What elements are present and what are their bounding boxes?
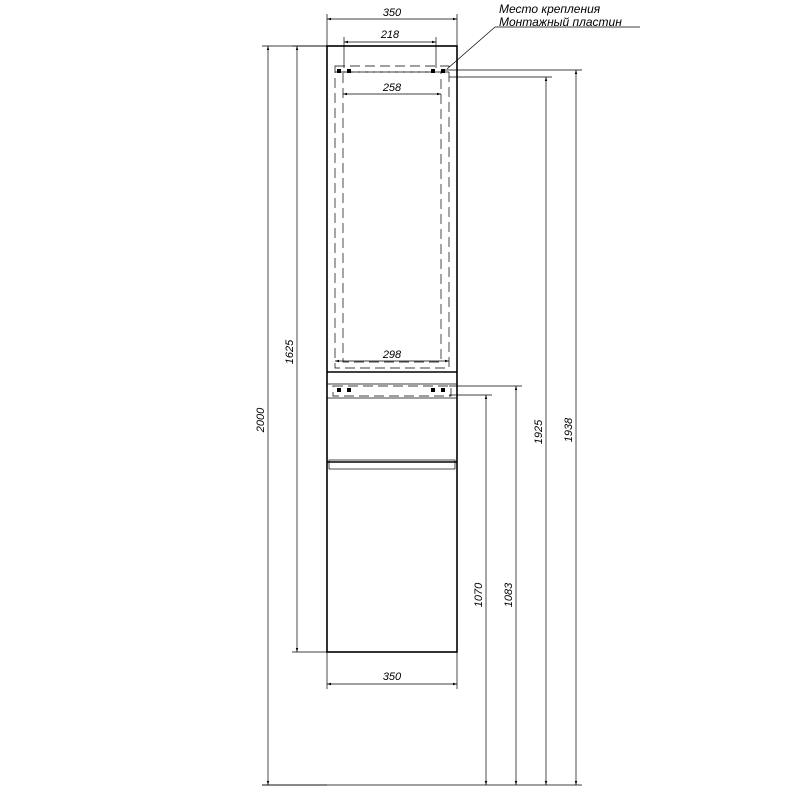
- dim-label-bottom-width: 350: [382, 671, 402, 683]
- dim-label-upper-mount-height: 1925: [533, 419, 545, 445]
- mount-point: [441, 388, 445, 392]
- mount-point: [347, 69, 351, 73]
- mounting-annotation: [447, 2, 640, 69]
- mount-point: [431, 388, 435, 392]
- dim-label-lower-mount-height-alt: 1083: [503, 582, 515, 608]
- dimension-top-inner-span: [343, 82, 441, 94]
- dim-label-top-mount-height: 1938: [563, 417, 575, 443]
- dim-label-lower-inner-span: 298: [382, 349, 402, 361]
- dimension-lower-mount-height-alt: [449, 386, 522, 785]
- dimension-total-height: [255, 46, 327, 785]
- annotation-line-1: Место крепления: [499, 2, 601, 16]
- mount-point: [347, 388, 351, 392]
- annotation-line-2: Монтажный пластин: [499, 15, 622, 29]
- dimension-upper-section-height: [284, 46, 327, 652]
- mount-point: [441, 69, 445, 73]
- dim-label-top-width: 350: [382, 7, 402, 19]
- mounting-points: [337, 69, 445, 392]
- dimension-top-mount-span: [344, 29, 436, 68]
- dim-label-total-height: 2000: [255, 407, 267, 433]
- mount-point: [431, 69, 435, 73]
- dim-label-top-mount-span: 218: [380, 29, 400, 41]
- dimension-lower-mount-height: [449, 395, 492, 785]
- dim-label-lower-mount-height: 1070: [473, 582, 485, 608]
- mount-point: [337, 69, 341, 73]
- upper-mounting-plate-outline: [335, 66, 449, 368]
- dimension-lower-inner-span: [335, 349, 449, 361]
- dim-label-top-inner-span: 258: [382, 82, 402, 94]
- dimension-top-mount-height: [445, 70, 582, 785]
- dimension-upper-mount-height: [449, 77, 552, 785]
- mount-point: [337, 388, 341, 392]
- dimension-bottom-width: [327, 652, 457, 689]
- dim-label-upper-section-height: 1625: [284, 339, 296, 365]
